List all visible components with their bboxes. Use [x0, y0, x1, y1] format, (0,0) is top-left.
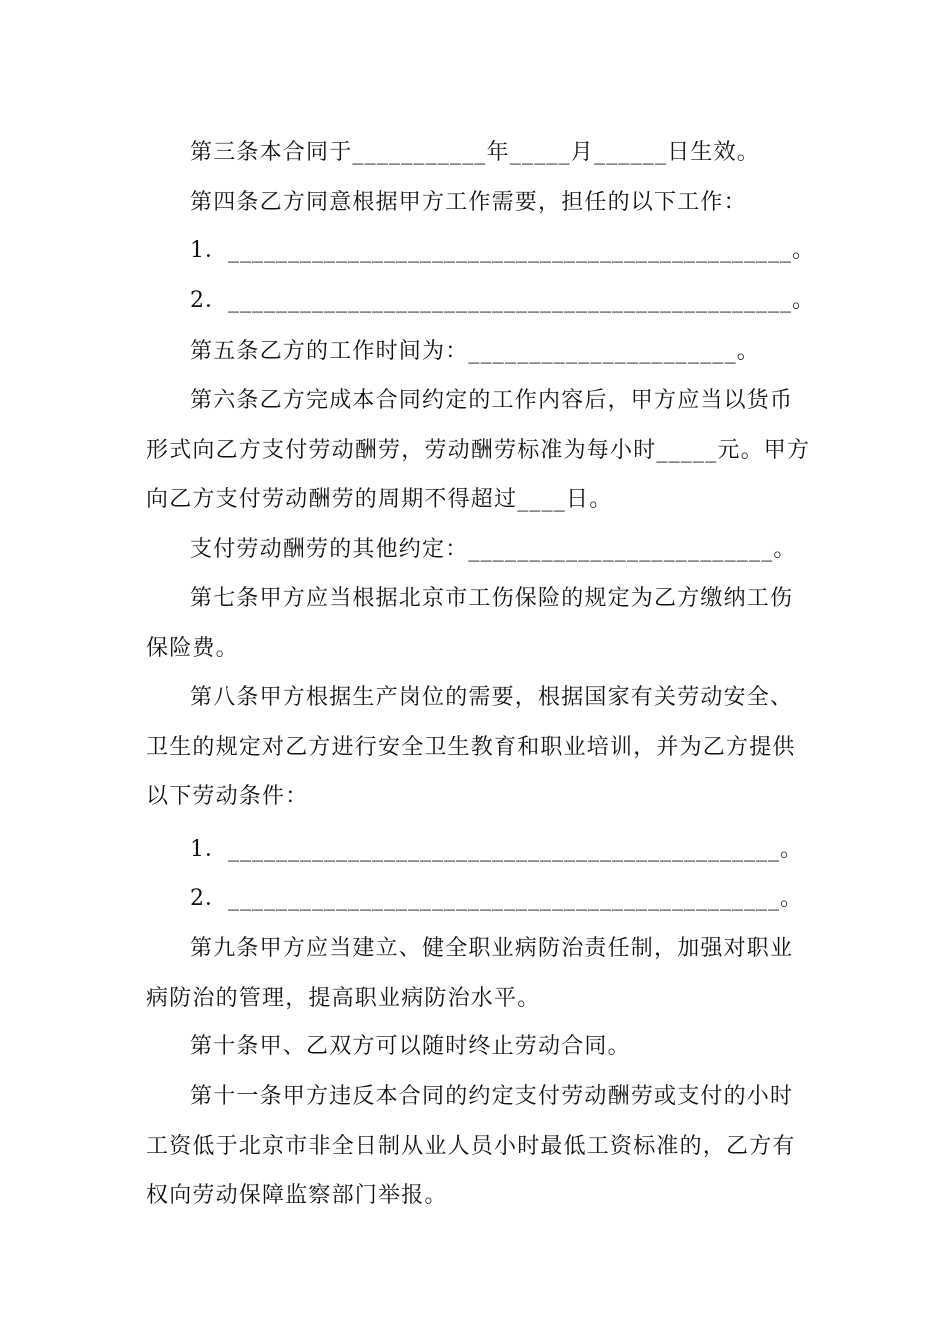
- article-4-item-2: 2．_______________________________________________。: [190, 288, 815, 313]
- article-4-item-1: 1．_______________________________________________。: [190, 238, 815, 263]
- article-3: 第三条本合同于___________年_____月______日生效。: [190, 140, 761, 165]
- article-10: 第十条甲、乙双方可以随时终止劳动合同。: [190, 1034, 631, 1059]
- article-6-other-terms: 支付劳动酬劳的其他约定：_________________________。: [190, 537, 797, 562]
- article-11: 第十一条甲方违反本合同的约定支付劳动酬劳或支付的小时工资低于北京市非全日制从业人员小时最低工资标准的，乙方有权向劳动保障监察部门举报。: [146, 1084, 796, 1208]
- article-8-item-2: 2．______________________________________________。: [190, 886, 803, 911]
- article-8: 第八条甲方根据生产岗位的需要，根据国家有关劳动安全、卫生的规定对乙方进行安全卫生教育和职业培训，并为乙方提供以下劳动条件：: [146, 685, 796, 809]
- article-7: 第七条甲方应当根据北京市工伤保险的规定为乙方缴纳工伤保险费。: [146, 586, 794, 661]
- article-8-item-1: 1．______________________________________________。: [190, 837, 803, 862]
- article-4: 第四条乙方同意根据甲方工作需要，担任的以下工作：: [190, 190, 747, 215]
- article-6: 第六条乙方完成本合同约定的工作内容后，甲方应当以货币形式向乙方支付劳动酬劳，劳动酬劳标准为每小时_____元。甲方向乙方支付劳动酬劳的周期不得超过____日。: [146, 388, 811, 512]
- article-9: 第九条甲方应当建立、健全职业病防治责任制，加强对职业病防治的管理，提高职业病防治水平。: [146, 936, 794, 1011]
- article-5: 第五条乙方的工作时间为：______________________。: [190, 339, 761, 364]
